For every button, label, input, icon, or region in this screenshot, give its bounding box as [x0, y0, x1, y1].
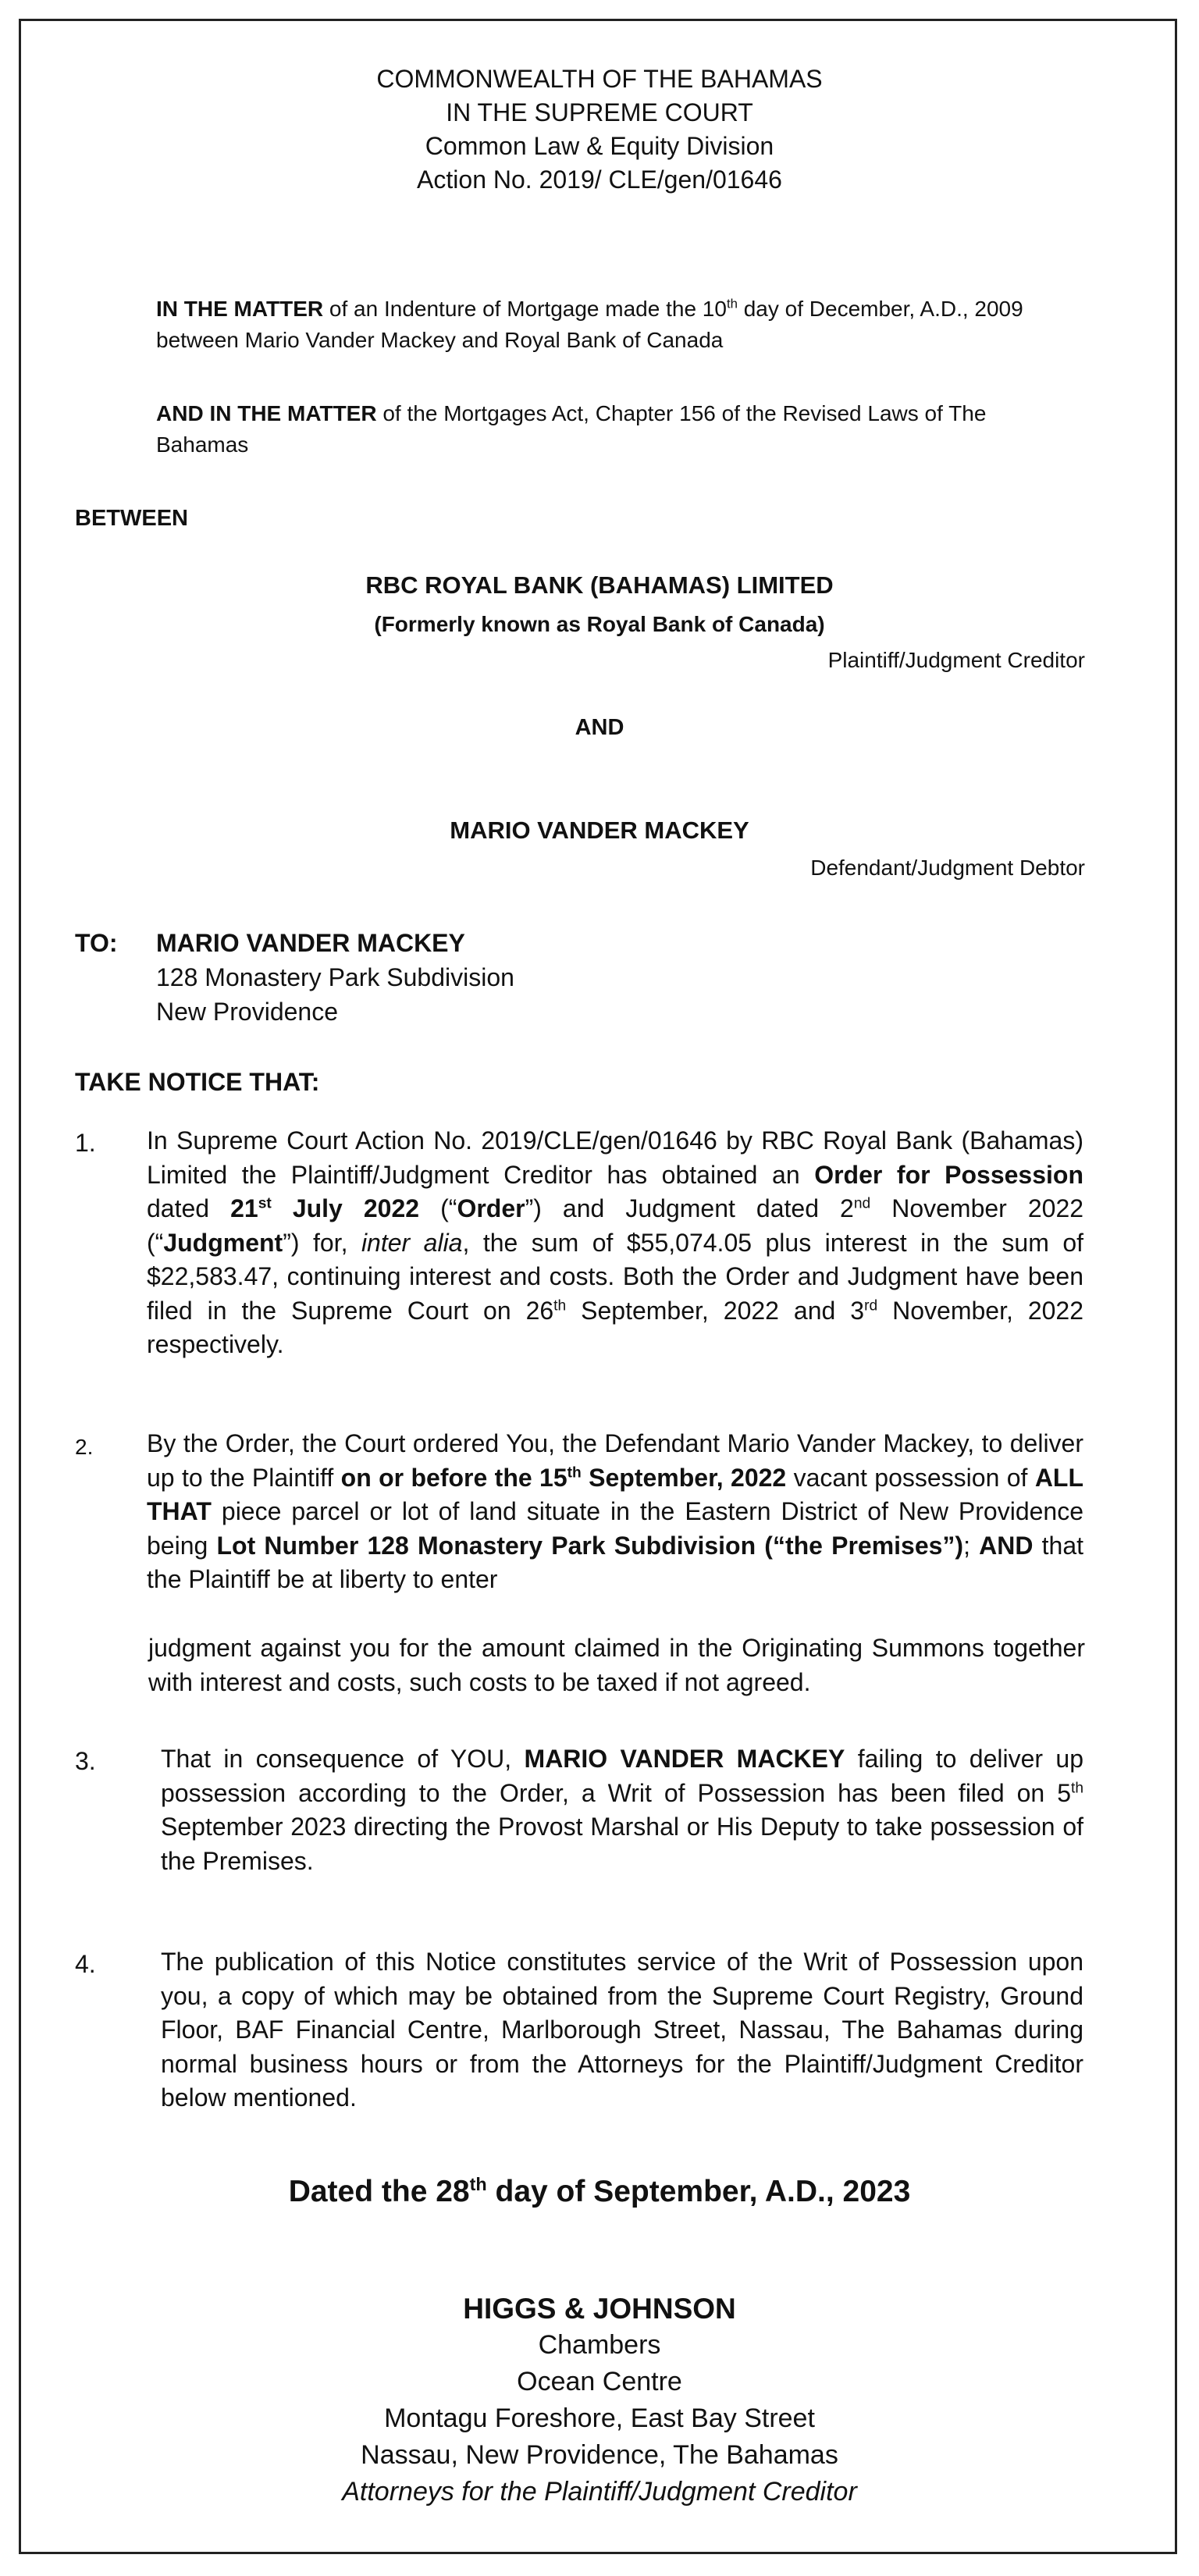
text: In Supreme Court Action No. 2019/CLE/gen/01646 by RBC Royal Bank (Bahamas) Limited the Plaintiff/Judgment Creditor has obtained an [147, 1126, 1083, 1189]
matter-text: of the Mortgages Act, Chapter 156 of the Revised Laws of The Bahamas [156, 401, 987, 457]
matter-text: day of December, A.D., 2009 between Mario Vander Mackey and Royal Bank of Canada [156, 297, 1023, 352]
paragraph-1 [147, 1124, 1083, 1362]
ordinal-suffix: rd [864, 1297, 878, 1314]
item-number-3: 3. [75, 1747, 96, 1775]
ordinal-suffix: th [469, 2174, 487, 2194]
paragraph-2 [147, 1427, 1083, 1597]
bold-text: 21 [230, 1194, 258, 1222]
to-label: TO: [75, 929, 118, 957]
bold-text: Order [457, 1194, 525, 1222]
bold-text: MARIO VANDER MACKEY [524, 1745, 845, 1773]
header-line-1: COMMONWEALTH OF THE BAHAMAS [376, 65, 823, 93]
text: failing to deliver up possession according to the Order, a Writ of Possession has been filed on 5 [161, 1745, 1084, 1807]
matter-mortgage [156, 294, 1077, 356]
ordinal-suffix: st [258, 1195, 272, 1212]
signature-line-3: Montagu Foreshore, East Bay Street [384, 2403, 815, 2433]
to-name: MARIO VANDER MACKEY [156, 929, 465, 957]
text: ”) and Judgment dated 2 [525, 1194, 854, 1222]
paragraph-4: The publication of this Notice constitutes service of the Writ of Possession upon you, a copy of which may be obtained from the Supreme Court Registry, Ground Floor, BAF Financial Centre, Marlborough Street, Nassau, The Bahamas during normal business hours or from the Attorneys for the Plaintiff/Judgment Creditor below mentioned. [161, 1948, 1083, 2112]
firm-name: HIGGS & JOHNSON [463, 2293, 736, 2325]
header-line-2: IN THE SUPREME COURT [446, 98, 753, 126]
item-number-2: 2. [75, 1435, 94, 1459]
to-address-line-2: New Providence [156, 998, 338, 1026]
matter-lead: IN THE MATTER [156, 297, 324, 321]
bold-text: Lot Number 128 Monastery Park Subdivision (“the Premises”) [216, 1531, 964, 1560]
bold-text: July 2022 [271, 1194, 420, 1222]
text: vacant possession of [786, 1463, 1035, 1492]
between-label: BETWEEN [75, 506, 188, 531]
text: Dated the 28 [288, 2175, 470, 2208]
bold-text: September, 2022 [581, 1463, 787, 1492]
header-line-4: Action No. 2019/ CLE/gen/01646 [417, 165, 782, 194]
ordinal-suffix: th [567, 1464, 582, 1481]
ordinal-suffix: nd [853, 1195, 871, 1212]
signature-line-5: Attorneys for the Plaintiff/Judgment Creditor [342, 2477, 857, 2507]
ordinal-suffix: th [726, 296, 738, 311]
court-header [0, 62, 1199, 197]
matter-text: of an Indenture of Mortgage made the 10 [323, 297, 727, 321]
matter-lead: AND IN THE MATTER [156, 401, 377, 425]
to-address-block [156, 926, 514, 1029]
text: that the Plaintiff be at liberty to enter [147, 1531, 1084, 1593]
dated-line [0, 2175, 1199, 2209]
plaintiff-formerly: (Formerly known as Royal Bank of Canada) [374, 612, 825, 636]
text: That in consequence of YOU, [161, 1745, 525, 1773]
paragraph-2-continued: judgment against you for the amount claimed in the Originating Summons together with interest and costs, such costs to be taxed if not agreed. [148, 1634, 1085, 1696]
defendant-role: Defendant/Judgment Debtor [810, 856, 1085, 880]
item-number-1: 1. [75, 1129, 96, 1157]
text: (“ [419, 1194, 457, 1222]
bold-text: ALL THAT [147, 1463, 1084, 1525]
bold-text: on or before the 15 [340, 1463, 567, 1492]
text: September 2023 directing the Provost Marshal or His Deputy to take possession of the Premises. [161, 1813, 1083, 1875]
text: November, 2022 respectively. [147, 1296, 1084, 1358]
take-notice-heading: TAKE NOTICE THAT: [75, 1068, 320, 1096]
text: , the sum of $55,074.05 plus interest in the sum of $22,583.47, continuing interest and costs. Both the Order and Judgment have been filed in the Supreme Court on 26 [147, 1228, 1084, 1325]
bold-text: AND [979, 1531, 1034, 1560]
text: day of September, A.D., 2023 [486, 2175, 911, 2208]
matter-act [156, 398, 1077, 461]
header-line-3: Common Law & Equity Division [425, 132, 774, 160]
signature-line-4: Nassau, New Providence, The Bahamas [361, 2440, 838, 2470]
item-number-4: 4. [75, 1950, 96, 1978]
signature-block [0, 2290, 1199, 2510]
text: November 2022 (“ [147, 1194, 1084, 1257]
ordinal-suffix: th [553, 1297, 567, 1314]
and-label: AND [575, 715, 624, 740]
text: September, 2022 and 3 [566, 1296, 865, 1325]
plaintiff-role: Plaintiff/Judgment Creditor [827, 648, 1085, 672]
text: By the Order, the Court ordered You, the Defendant Mario Vander Mackey, to deliver up to the Plaintiff [147, 1429, 1083, 1492]
ordinal-suffix: th [1070, 1779, 1083, 1796]
paragraph-3 [161, 1742, 1083, 1878]
defendant-name: MARIO VANDER MACKEY [450, 817, 749, 844]
bold-text: Order for Possession [814, 1160, 1084, 1189]
italic-text: inter alia [361, 1228, 463, 1257]
signature-line-1: Chambers [538, 2330, 661, 2360]
to-address-line-1: 128 Monastery Park Subdivision [156, 963, 514, 991]
bold-text: Judgment [163, 1228, 283, 1257]
plaintiff-name: RBC ROYAL BANK (BAHAMAS) LIMITED [365, 571, 834, 599]
text: ; [963, 1531, 980, 1560]
signature-line-2: Ocean Centre [517, 2367, 682, 2396]
text: ”) for, [283, 1228, 361, 1257]
text: piece parcel or lot of land situate in the Eastern District of New Providence being [147, 1497, 1083, 1560]
text: dated [147, 1194, 231, 1222]
